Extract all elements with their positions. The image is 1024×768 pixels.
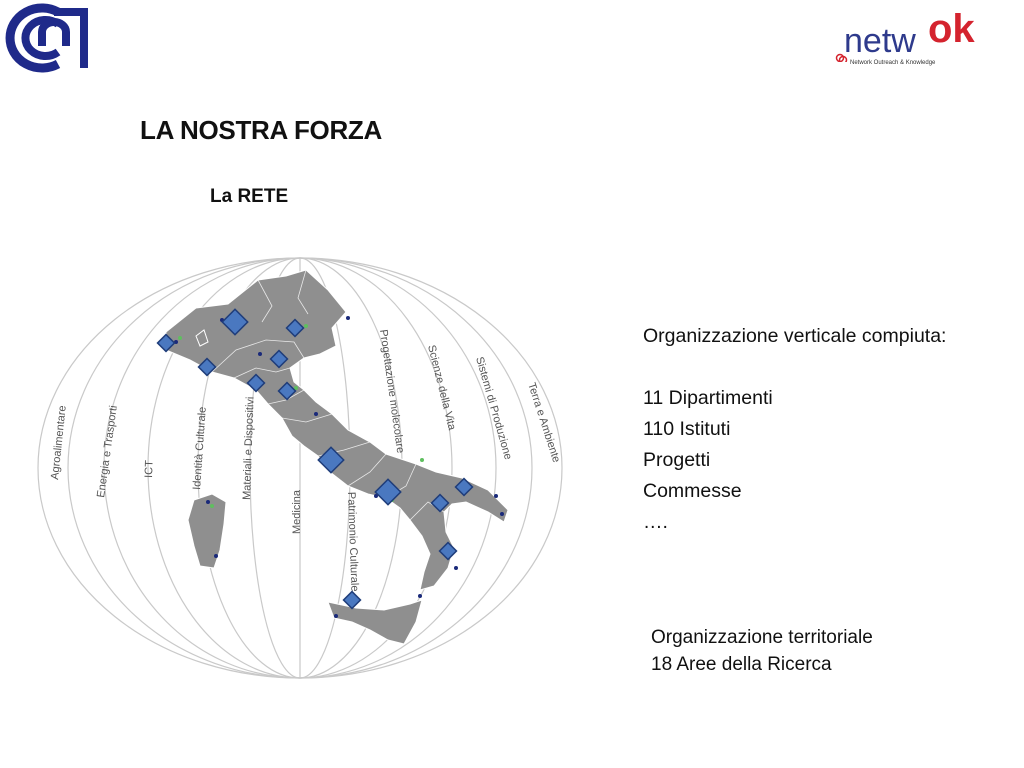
- vertical-organization: [643, 321, 946, 538]
- vertical-org-item: Progetti: [643, 449, 711, 471]
- sector-label-progettazione: Progettazione molecolare: [377, 328, 407, 454]
- vertical-org-item: 110 Istituti: [643, 418, 731, 440]
- italy-network-map: [36, 250, 588, 690]
- network-ok-logo-icon: [832, 2, 992, 62]
- sector-label-medicina: Medicina: [291, 489, 303, 534]
- network-ok-logo: [832, 2, 992, 72]
- territorial-org-line: Organizzazione territoriale: [651, 627, 873, 648]
- cnr-logo-icon: [2, 2, 88, 74]
- sector-label-scienze: Scienze della Vita: [425, 343, 458, 432]
- vertical-org-item: 11 Dipartimenti: [643, 387, 773, 409]
- sector-label-identita: Identità Culturale: [191, 406, 209, 491]
- territorial-org-line: 18 Aree della Ricerca: [651, 654, 832, 675]
- vertical-org-item: ….: [643, 511, 668, 533]
- vertical-org-heading: Organizzazione verticale compiuta:: [643, 325, 947, 347]
- sector-label-sistemi: Sistemi di Produzione: [473, 355, 514, 462]
- page-title: LA NOSTRA FORZA: [140, 115, 382, 145]
- territorial-organization: [651, 624, 873, 678]
- logo-wordmark-highlight: ok: [928, 7, 975, 51]
- logo-tagline: Network Outreach & Knowledge: [850, 60, 936, 66]
- page-subtitle: La RETE: [210, 186, 289, 207]
- sector-label-energia: Energia e Trasporti: [95, 404, 120, 499]
- sector-label-agroalimentare: Agroalimentare: [49, 404, 69, 481]
- sector-label-materiali: Materiali e Dispositivi: [241, 396, 257, 501]
- sector-label-terra: Terra e Ambiente: [525, 381, 563, 465]
- vertical-org-item: Commesse: [643, 480, 742, 502]
- sector-labels: [49, 329, 562, 592]
- sector-label-patrimonio: Patrimonio Culturale: [345, 491, 361, 592]
- logo-wordmark-prefix: netw: [844, 22, 916, 60]
- sector-label-ict: ICT: [143, 459, 156, 479]
